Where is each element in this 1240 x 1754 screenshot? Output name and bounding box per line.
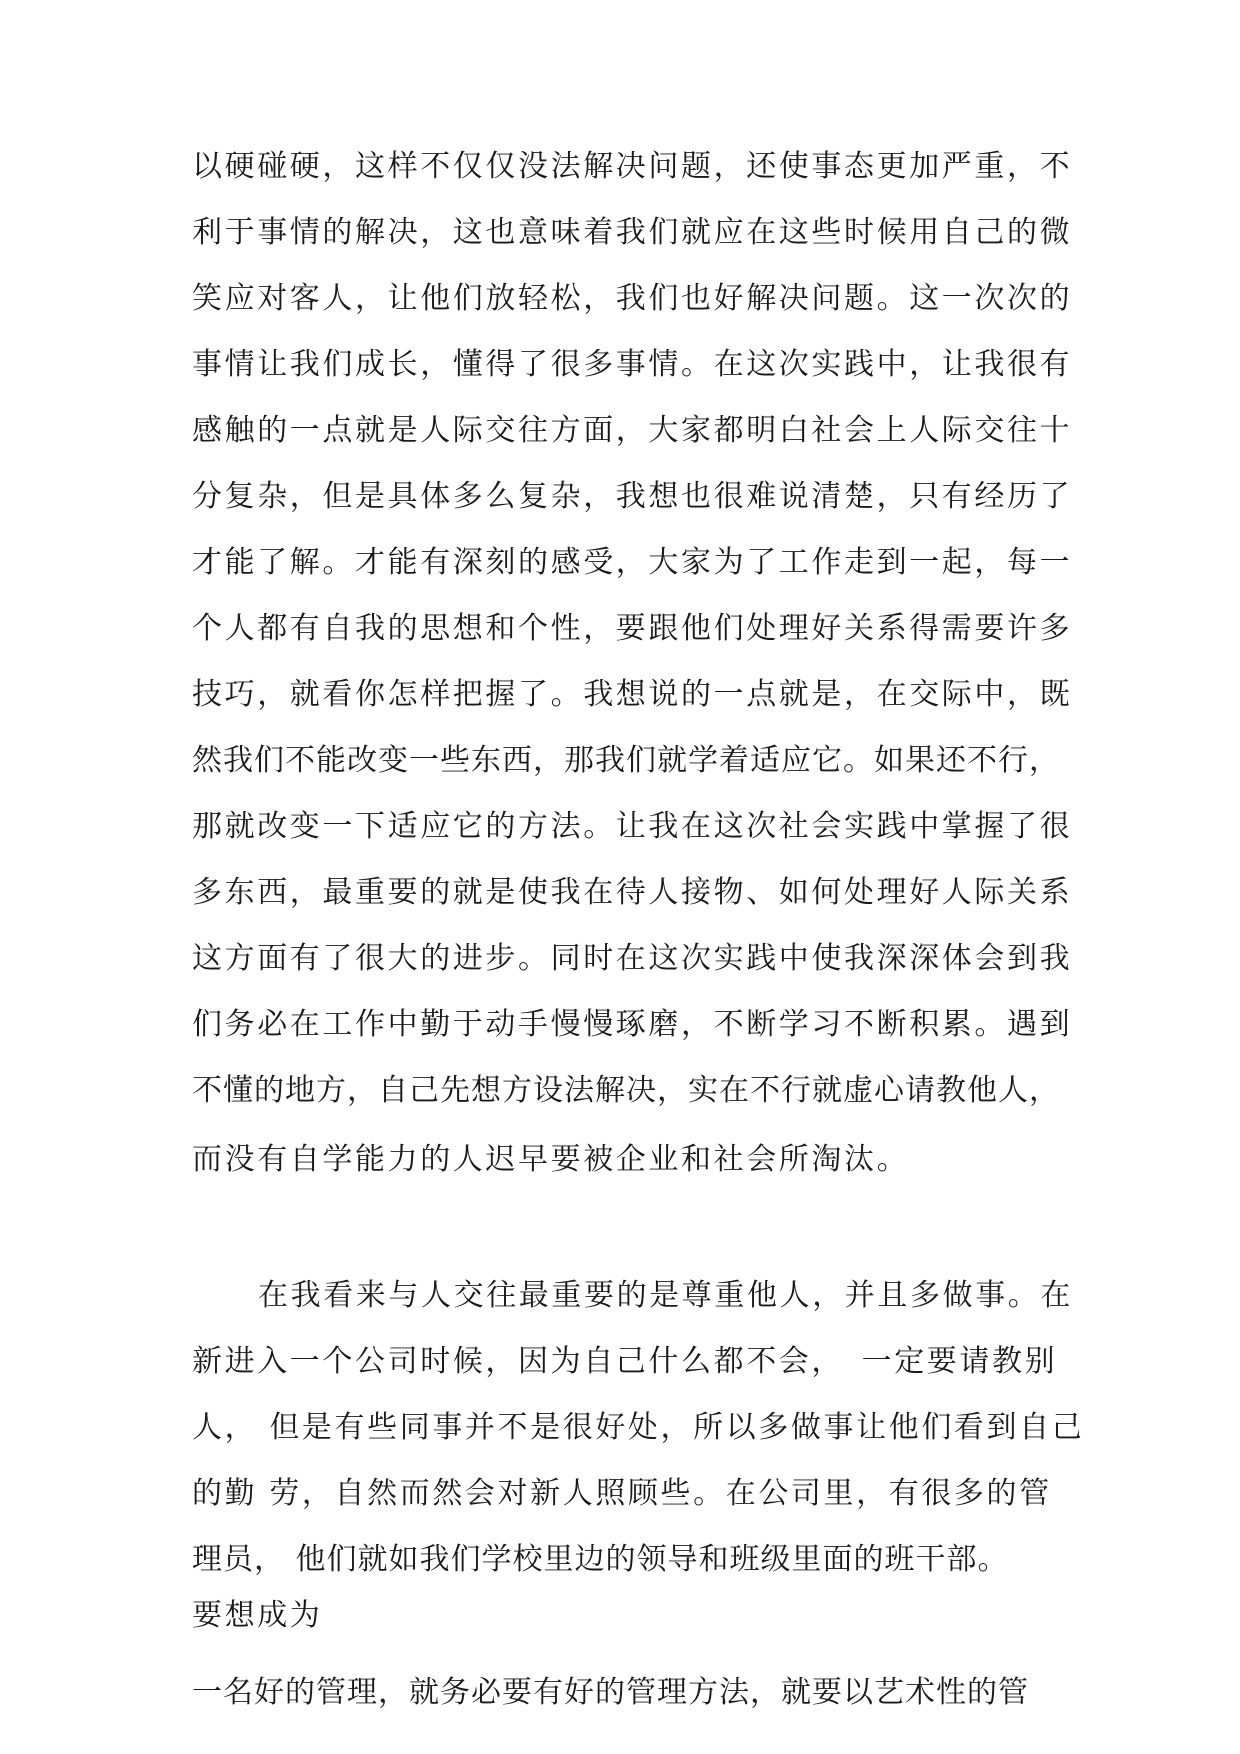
paragraph-1-line-1: 以硬碰硬，这样不仅仅没法解决问题，还使事态更加严重，不 (192, 149, 1073, 184)
paragraph-1-line-3: 笑应对客人，让他们放轻松，我们也好解决问题。这一次次的 (192, 281, 1073, 316)
paragraph-2-line-6: 要想成为 (192, 1598, 323, 1633)
paragraph-2-line-3: 人， 但是有些同事并不是很好处，所以多做事让他们看到自己 (192, 1410, 1085, 1445)
paragraph-2-line-2: 新进入一个公司时候，因为自己什么都不会， 一定要请教别 (192, 1344, 1058, 1379)
paragraph-2-line-1: 在我看来与人交往最重要的是尊重他人，并且多做事。在 (258, 1278, 1073, 1313)
paragraph-1-line-15: 不懂的地方，自己先想方设法解决，实在不行就虚心请教他人， (192, 1073, 1060, 1108)
paragraph-1-line-5: 感触的一点就是人际交往方面，大家都明白社会上人际交往十 (192, 413, 1073, 448)
paragraph-2-line-5: 理员， 他们就如我们学校里边的领导和班级里面的班干部。 (192, 1542, 1009, 1577)
paragraph-2-line-7: 一名好的管理，就务必要有好的管理方法，就要以艺术性的管 (192, 1675, 1029, 1710)
paragraph-1-line-12: 多东西，最重要的就是使我在待人接物、如何处理好人际关系 (192, 875, 1073, 910)
paragraph-1-line-6: 分复杂，但是具体多么复杂，我想也很难说清楚，只有经历了 (192, 479, 1073, 514)
paragraph-1-line-11: 那就改变一下适应它的方法。让我在这次社会实践中掌握了很 (192, 809, 1073, 844)
paragraph-1-line-14: 们务必在工作中勤于动手慢慢琢磨，不断学习不断积累。遇到 (192, 1007, 1073, 1042)
paragraph-2-line-4: 的勤 劳，自然而然会对新人照顾些。在公司里，有很多的管 (192, 1476, 1052, 1511)
paragraph-1-line-7: 才能了解。才能有深刻的感受，大家为了工作走到一起，每一 (192, 545, 1073, 580)
paragraph-1-line-13: 这方面有了很大的进步。同时在这次实践中使我深深体会到我 (192, 941, 1073, 976)
paragraph-1-line-2: 利于事情的解决，这也意味着我们就应在这些时候用自己的微 (192, 215, 1073, 250)
paragraph-1-line-4: 事情让我们成长，懂得了很多事情。在这次实践中，让我很有 (192, 347, 1073, 382)
paragraph-1-line-9: 技巧，就看你怎样把握了。我想说的一点就是，在交际中，既 (192, 677, 1073, 712)
paragraph-1-line-10: 然我们不能改变一些东西，那我们就学着适应它。如果还不行， (192, 743, 1060, 778)
paragraph-1-line-8: 个人都有自我的思想和个性，要跟他们处理好关系得需要许多 (192, 611, 1073, 646)
paragraph-1-line-16: 而没有自学能力的人迟早要被企业和社会所淘汰。 (192, 1142, 910, 1177)
